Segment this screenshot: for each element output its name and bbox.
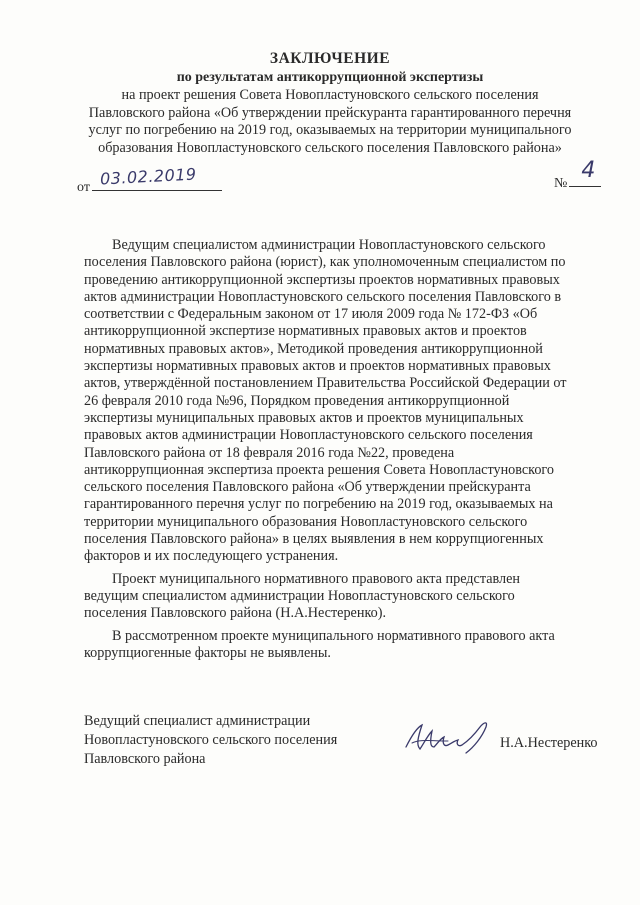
body-line: В рассмотренном проекте муниципального нормативного правового акта <box>112 627 555 644</box>
body-line: поселения Павловского района (Н.А.Нестеренко). <box>84 605 386 622</box>
project-line: услуг по погребению на 2019 год, оказываемых на территории муниципального <box>88 122 572 138</box>
date-prefix: от <box>77 180 90 195</box>
body-line: территории муниципального образования Новопластуновского сельского <box>84 513 528 530</box>
body-line: коррупциогенные факторы не выявлены. <box>84 644 331 661</box>
date-field <box>77 164 222 196</box>
signatory-name: Н.А.Нестеренко <box>500 735 598 751</box>
number-prefix: № <box>554 176 568 191</box>
body-line: поселения Павловского района (юрист), как уполномоченным специалистом по <box>84 254 566 271</box>
body-line: Ведущим специалистом администрации Новопластуновского сельского <box>112 237 546 253</box>
body-line: сельского поселения Павловского района «Об утверждении прейскуранта <box>84 479 531 496</box>
body-line: экспертизы нормативных правовых актов и проектов нормативных правовых <box>84 358 551 375</box>
project-description <box>60 87 600 157</box>
body-line: соответствии с Федеральным законом от 17 июля 2009 года № 172-ФЗ «Об <box>84 306 538 323</box>
body-line: ведущим специалистом администрации Новопластуновского сельского <box>84 587 515 604</box>
project-line: на проект решения Совета Новопластуновского сельского поселения <box>121 87 539 103</box>
project-line: образования Новопластуновского сельского поселения Павловского района» <box>98 139 562 156</box>
number-underline <box>569 158 601 187</box>
body-line: нормативных правовых актов», Методикой проведения антикоррупционной <box>84 340 543 357</box>
document-body <box>84 237 600 662</box>
signatory-position <box>84 712 337 769</box>
body-line: экспертизы муниципальных правовых актов и проектов муниципальных <box>84 409 524 426</box>
body-line: актов администрации Новопластуновского сельского поселения Павловского в <box>84 288 562 305</box>
body-line: проведению антикоррупционной экспертизы проектов нормативных правовых <box>84 271 560 288</box>
body-line: актов, утверждённой постановлением Правительства Российской Федерации от <box>84 375 567 392</box>
body-line: 26 февраля 2010 года №96, Порядком проведения антикоррупционной <box>84 392 510 409</box>
body-line: правовых актов администрации Новопластуновского сельского поселения <box>84 427 533 444</box>
body-line: Павловского района от 18 февраля 2016 года №22, проведена <box>84 444 455 461</box>
project-line: Павловского района «Об утверждении прейскуранта гарантированного перечня <box>88 104 572 121</box>
body-line: факторов и их последующего устранения. <box>84 548 339 565</box>
document-header <box>60 50 600 157</box>
handwritten-signature <box>398 713 498 763</box>
document-title: ЗАКЛЮЧЕНИЕ <box>269 50 391 67</box>
date-underline <box>92 164 222 191</box>
body-line: антикоррупционная экспертиза проекта решения Совета Новопластуновского <box>84 461 554 478</box>
number-field <box>554 158 601 192</box>
signatory-line: Ведущий специалист администрации <box>84 713 311 729</box>
signatory-line: Новопластуновского сельского поселения <box>84 732 338 748</box>
body-line: Проект муниципального нормативного правового акта представлен <box>112 570 520 587</box>
body-line: антикоррупционной экспертизе нормативных правовых актов и проектов <box>84 323 527 340</box>
body-line: поселения Павловского района» в целях выявления в нем коррупциогенных <box>84 531 544 548</box>
number-handwritten: 4 <box>581 158 596 183</box>
body-line: гарантированного перечня услуг по погребению на 2019 год, оказываемых на <box>84 496 553 513</box>
date-handwritten: 03.02.2019 <box>99 164 197 189</box>
document-subtitle: по результатам антикоррупционной экспертизы <box>176 70 484 85</box>
signatory-line: Павловского района <box>84 751 206 767</box>
